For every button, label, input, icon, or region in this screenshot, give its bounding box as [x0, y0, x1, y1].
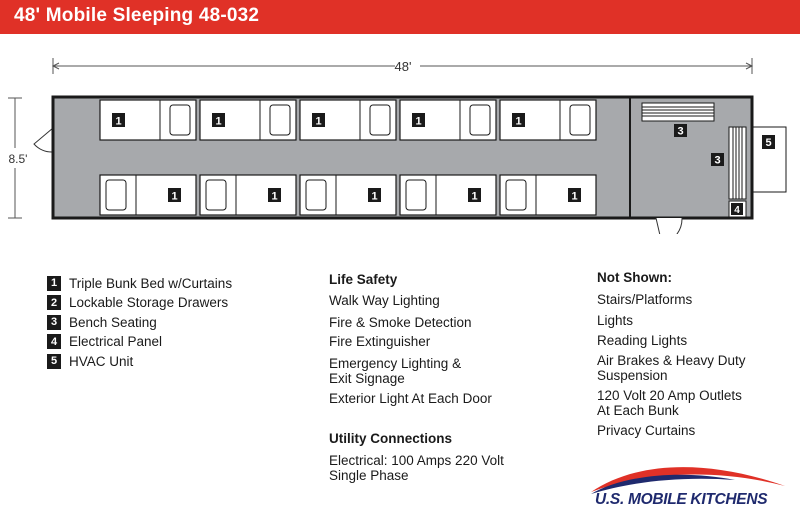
bunk-bottom-4 — [400, 175, 496, 215]
legend-label: Lockable Storage Drawers — [69, 295, 229, 310]
bunk-number: 1 — [571, 190, 578, 203]
not-shown-item: At Each Bunk — [597, 403, 679, 418]
company-logo — [585, 460, 790, 518]
bunk-number: 1 — [471, 190, 478, 203]
bunk-number: 1 — [171, 190, 178, 203]
bunk-bottom-5 — [500, 175, 596, 215]
legend-number-badge: 2 — [47, 295, 61, 310]
legend-number-badge: 5 — [47, 354, 61, 369]
legend-item — [47, 295, 228, 311]
not-shown-item: Lights — [597, 313, 634, 328]
bunk-number: 1 — [371, 190, 378, 203]
bunk-number: 1 — [215, 115, 222, 128]
bunk-top-4 — [400, 100, 496, 140]
bunk-top-1 — [100, 100, 196, 140]
utility-item: Electrical: 100 Amps 220 Volt — [329, 453, 504, 468]
bunk-number: 1 — [415, 115, 422, 128]
legend-label: Triple Bunk Bed w/Curtains — [69, 275, 233, 291]
utility-item: Single Phase — [329, 468, 409, 483]
legend-label: Electrical Panel — [69, 334, 163, 349]
not-shown-item: Stairs/Platforms — [597, 292, 693, 307]
not-shown-heading: Not Shown: — [597, 270, 672, 285]
length-label: 48' — [394, 59, 412, 74]
legend-number-badge: 3 — [47, 315, 61, 330]
life-safety-item: Walk Way Lighting — [329, 293, 440, 308]
legend-item — [47, 353, 133, 369]
bunk-bottom-1 — [100, 175, 196, 215]
life-safety-item: Emergency Lighting & — [329, 356, 462, 371]
legend-number-badge: 4 — [47, 334, 61, 349]
bench-label-right: 3 — [714, 154, 721, 167]
bunk-number: 1 — [515, 115, 522, 128]
legend-item — [47, 334, 162, 350]
right-door — [656, 218, 682, 234]
logo-swoosh-icon — [585, 460, 790, 494]
legend — [47, 275, 307, 375]
bunk-bottom-2 — [200, 175, 296, 215]
legend-number-badge: 1 — [47, 276, 61, 291]
bunk-top-3 — [300, 100, 396, 140]
logo-text: U.S. MOBILE KITCHENS — [595, 491, 768, 508]
bunk-bottom-3 — [300, 175, 396, 215]
electrical-panel-label: 4 — [734, 205, 740, 216]
utility-heading: Utility Connections — [329, 431, 453, 446]
legend-label: HVAC Unit — [69, 353, 134, 369]
not-shown-item: Suspension — [597, 368, 668, 383]
floor-plan — [0, 34, 800, 234]
width-label: 8.5' — [8, 152, 28, 166]
bunk-top-2 — [200, 100, 296, 140]
life-safety-section — [329, 272, 579, 492]
life-safety-heading: Life Safety — [329, 272, 398, 287]
legend-item — [47, 275, 232, 291]
bunk-number: 1 — [115, 115, 122, 128]
bunk-top-5 — [500, 100, 596, 140]
not-shown-item: Air Brakes & Heavy Duty — [597, 353, 746, 368]
bunk-number: 1 — [315, 115, 322, 128]
legend-label: Bench Seating — [69, 314, 157, 330]
life-safety-item: Exterior Light At Each Door — [329, 391, 492, 406]
legend-item — [47, 314, 157, 330]
bench-seating-top — [642, 103, 714, 121]
not-shown-item: Privacy Curtains — [597, 423, 696, 438]
not-shown-section — [597, 270, 797, 450]
hvac-unit-label: 5 — [765, 137, 772, 149]
page-title: 48' Mobile Sleeping 48-032 — [14, 5, 260, 26]
life-safety-item: Fire & Smoke Detection — [329, 315, 472, 330]
bench-seating-right — [729, 127, 746, 199]
bunk-number: 1 — [271, 190, 278, 203]
title-bar — [0, 0, 800, 34]
not-shown-item: Reading Lights — [597, 333, 688, 348]
life-safety-item: Fire Extinguisher — [329, 334, 431, 349]
not-shown-item: 120 Volt 20 Amp Outlets — [597, 388, 742, 403]
bench-label-top: 3 — [677, 125, 684, 138]
life-safety-item: Exit Signage — [329, 371, 405, 386]
left-door — [34, 128, 53, 152]
